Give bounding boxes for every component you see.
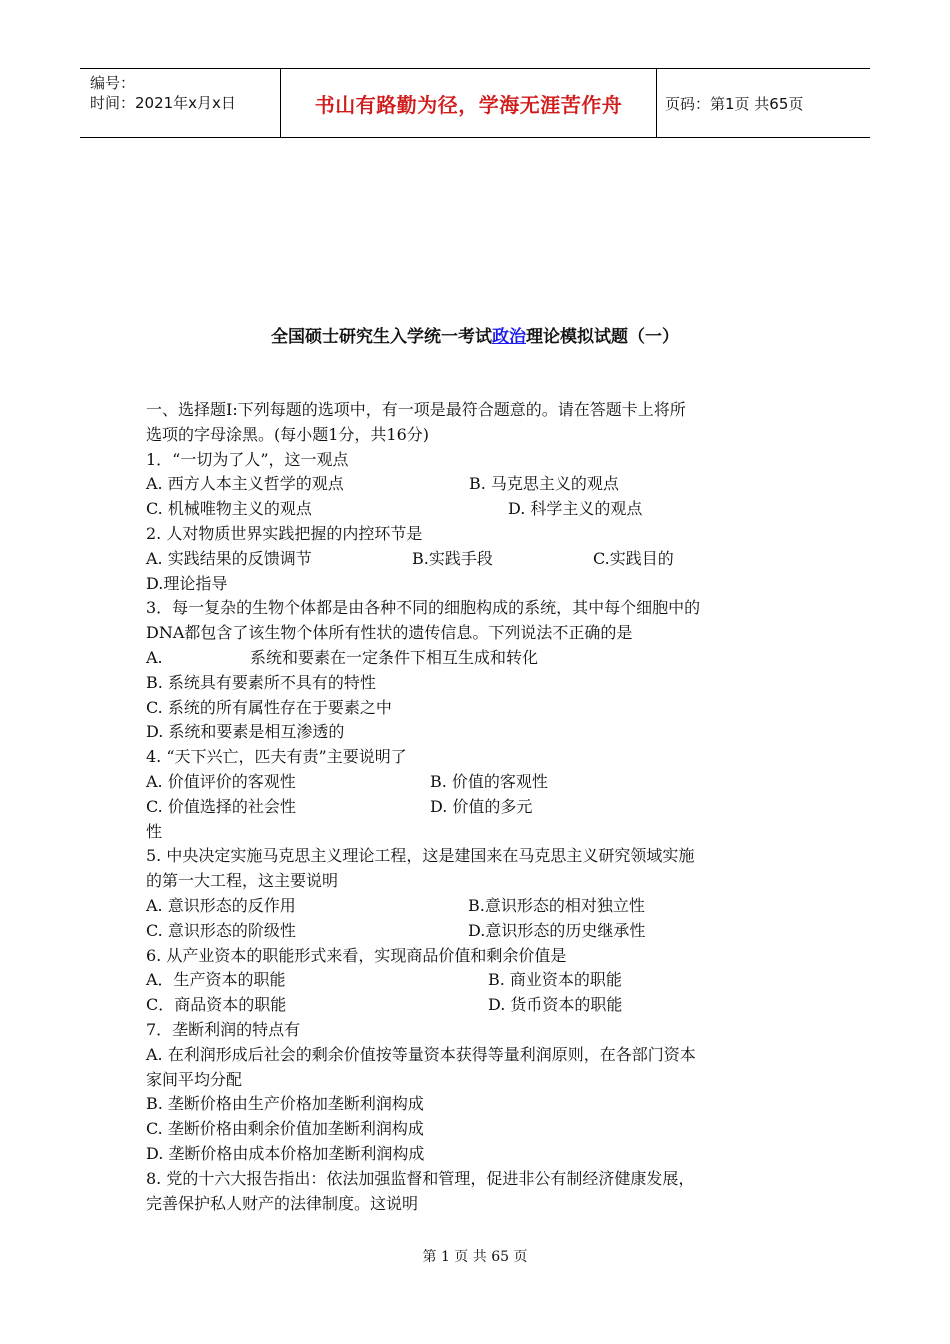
option-row: [146, 795, 811, 820]
question-3: 3．每一复杂的生物个体都是由各种不同的细胞构成的系统，其中每个细胞中的: [146, 598, 701, 618]
document-body: [146, 398, 811, 1216]
page-footer: 第 1 页 共 65 页: [422, 1249, 528, 1265]
question-5: 5. 中央决定实施马克思主义理论工程，这是建国来在马克思主义研究领域实施: [146, 846, 695, 866]
option-row: [146, 894, 811, 919]
option-d: D.理论指导: [146, 573, 228, 593]
option-a: A．生产资本的职能: [146, 970, 286, 990]
option-d: D. 垄断价格由成本价格加垄断利润构成: [146, 1143, 425, 1163]
option-row: [146, 919, 811, 944]
option-c: C. 系统的所有属性存在于要素之中: [146, 697, 392, 717]
question-2: 2. 人对物质世界实践把握的内控环节是: [146, 523, 423, 543]
question-5: 的第一大工程，这主要说明: [146, 871, 339, 891]
time-label: 时间：2021年x月x日: [90, 94, 236, 112]
question-6: 6. 从产业资本的职能形式来看，实现商品价值和剩余价值是: [146, 945, 567, 965]
option-a: A. 西方人本主义哲学的观点: [146, 474, 344, 494]
title-part-2: 理论模拟试题（一）: [526, 327, 679, 347]
option-row: [146, 646, 811, 671]
page-header: [80, 68, 870, 138]
question-7: 7．垄断利润的特点有: [146, 1019, 301, 1039]
title-link[interactable]: 政治: [492, 327, 526, 347]
intro-line: 一、选择题Ⅰ:下列每题的选项中，有一项是最符合题意的。请在答题卡上将所: [146, 400, 686, 419]
option-c: C. 价值选择的社会性: [146, 796, 296, 816]
number-label: 编号：: [90, 74, 136, 92]
question-1: 1．“一切为了人”，这一观点: [146, 449, 349, 469]
option-b: B. 价值的客观性: [430, 771, 548, 791]
question-8: 完善保护私人财产的法律制度。这说明: [146, 1193, 419, 1213]
title-part-1: 全国硕士研究生入学统一考试: [271, 327, 492, 347]
header-motto: 书山有路勤为径，学海无涯苦作舟: [280, 69, 657, 137]
option-b: B. 垄断价格由生产价格加垄断利润构成: [146, 1094, 424, 1114]
option-row: [146, 968, 811, 993]
option-c: C. 意识形态的阶级性: [146, 920, 296, 940]
option-d: D. 科学主义的观点: [508, 499, 643, 519]
option-row: [146, 770, 811, 795]
option-c: C．商品资本的职能: [146, 995, 287, 1015]
option-b: B.意识形态的相对独立性: [468, 895, 645, 915]
option-a: A. 价值评价的客观性: [146, 771, 296, 791]
option-d: D. 货币资本的职能: [488, 995, 623, 1015]
option-a-text: 系统和要素在一定条件下相互生成和转化: [250, 647, 539, 667]
option-c: C. 垄断价格由剩余价值加垄断利润构成: [146, 1119, 424, 1139]
option-row: [146, 472, 811, 497]
option-c: C.实践目的: [593, 548, 674, 568]
option-c: C. 机械唯物主义的观点: [146, 499, 312, 519]
option-a: A. 实践结果的反馈调节: [146, 548, 312, 568]
option-b: B. 商业资本的职能: [488, 970, 622, 990]
question-8: 8. 党的十六大报告指出：依法加强监督和管理，促进非公有制经济健康发展，: [146, 1168, 695, 1188]
option-row: [146, 547, 811, 572]
option-row: [146, 993, 811, 1018]
option-b: B. 马克思主义的观点: [469, 474, 619, 494]
option-d: D.意识形态的历史继承性: [468, 920, 646, 940]
option-d: D. 系统和要素是相互渗透的: [146, 722, 345, 742]
option-a: A. 在利润形成后社会的剩余价值按等量资本获得等量利润原则，在各部门资本: [146, 1044, 696, 1064]
header-meta: [80, 69, 280, 137]
question-3: DNA都包含了该生物个体所有性状的遗传信息。下列说法不正确的是: [146, 623, 633, 643]
option-b: B. 系统具有要素所不具有的特性: [146, 672, 376, 692]
option-d-wrap: 性: [146, 821, 163, 841]
option-a-wrap: 家间平均分配: [146, 1069, 243, 1089]
option-a: A. 意识形态的反作用: [146, 895, 296, 915]
intro-line: 选项的字母涂黑。(每小题1分，共16分): [146, 424, 430, 444]
option-b: B.实践手段: [412, 548, 493, 568]
option-row: [146, 497, 811, 522]
option-d: D. 价值的多元: [430, 796, 533, 816]
header-page-info: 页码：第1页 共65页: [665, 94, 804, 113]
option-a-label: A.: [146, 647, 163, 667]
document-title: [0, 322, 950, 347]
question-4: 4. “天下兴亡，匹夫有责”主要说明了: [146, 747, 407, 767]
